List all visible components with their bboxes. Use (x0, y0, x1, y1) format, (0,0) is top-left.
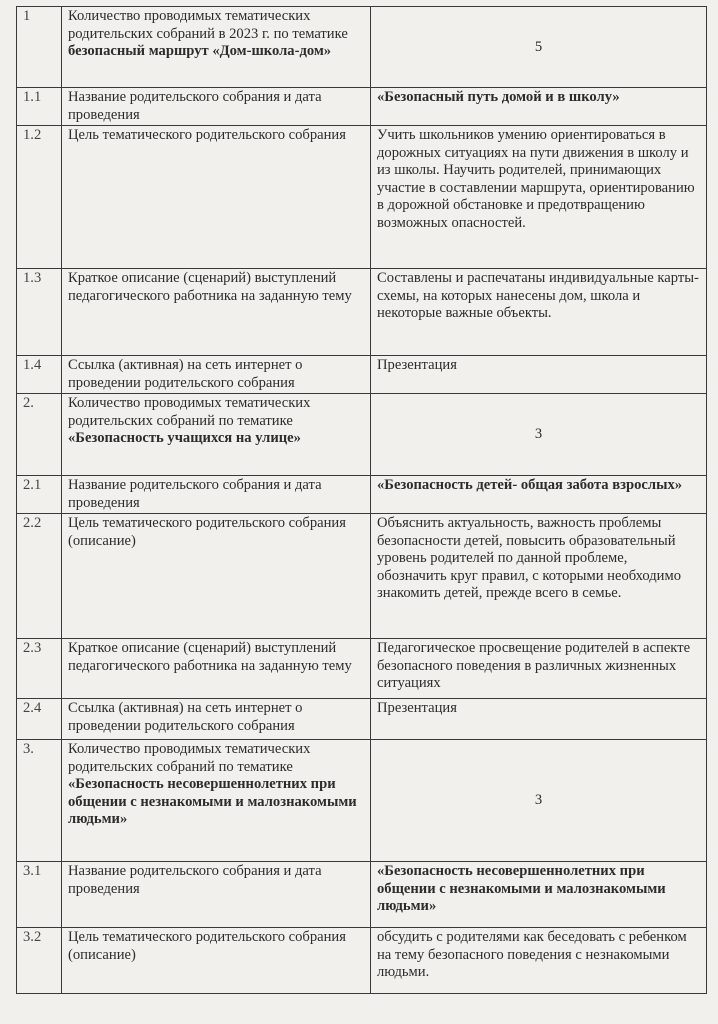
row-value: «Безопасный путь домой и в школу» (371, 88, 707, 126)
table-row (17, 356, 707, 394)
label-text: Ссылка (активная) на сеть интернет о проведении родительского собрания (68, 357, 303, 391)
label-topic: безопасный маршрут «Дом-школа-дом» (68, 43, 332, 59)
table-row (17, 126, 707, 269)
label-text: Ссылка (активная) на сеть интернет о проведении родительского собрания (68, 700, 303, 734)
label-text: Цель тематического родительского собрания (описание) (68, 929, 346, 963)
label-text: Краткое описание (сценарий) выступлений педагогического работника на заданную тему (68, 640, 352, 674)
row-label (62, 356, 371, 394)
row-label (62, 126, 371, 269)
table-row (17, 476, 707, 514)
row-value: «Безопасность несовершеннолетних при общении с незнакомыми и малознакомыми людьми» (371, 862, 707, 928)
row-value: Презентация (371, 356, 707, 394)
row-value: Презентация (371, 699, 707, 740)
label-text: Количество проводимых тематических родительских собраний по тематике (68, 395, 311, 429)
row-value: Педагогическое просвещение родителей в аспекте безопасного поведения в различных жизненных ситуациях (371, 639, 707, 699)
row-label (62, 639, 371, 699)
row-label (62, 88, 371, 126)
row-number: 2.2 (17, 514, 62, 639)
row-number: 1 (17, 7, 62, 88)
label-topic: «Безопасность несовершеннолетних при общении с незнакомыми и малознакомыми людьми» (68, 776, 357, 827)
row-value: обсудить с родителями как беседовать с ребенком на тему безопасного поведения с незнакомыми людьми. (371, 928, 707, 994)
row-label (62, 394, 371, 476)
row-label (62, 862, 371, 928)
row-number: 2. (17, 394, 62, 476)
row-value: Объяснить актуальность, важность проблемы безопасности детей, повысить образовательный уровень родителей по данной проблеме, обозначить круг правил, с которыми необходимо знакомить детей, прежде всего в семье. (371, 514, 707, 639)
row-label (62, 740, 371, 862)
row-number: 2.3 (17, 639, 62, 699)
row-label (62, 699, 371, 740)
label-text: Количество проводимых тематических родительских собраний в 2023 г. по тематике (68, 8, 348, 42)
row-number: 1.2 (17, 126, 62, 269)
meetings-table (16, 6, 707, 994)
table-row (17, 862, 707, 928)
row-value: 3 (371, 740, 707, 862)
row-number: 1.4 (17, 356, 62, 394)
label-text: Цель тематического родительского собрания (описание) (68, 515, 346, 549)
row-number: 3. (17, 740, 62, 862)
label-text: Название родительского собрания и дата проведения (68, 89, 322, 123)
row-label (62, 928, 371, 994)
row-number: 3.1 (17, 862, 62, 928)
row-value: 3 (371, 394, 707, 476)
row-value: «Безопасность детей- общая забота взрослых» (371, 476, 707, 514)
label-text: Цель тематического родительского собрания (68, 127, 346, 143)
row-number: 1.1 (17, 88, 62, 126)
table-row (17, 740, 707, 862)
row-value: Учить школьников умению ориентироваться в дорожных ситуациях на пути движения в школу и из школы. Научить родителей, принимающих участие в составлении маршрута, ориентированию в дорожной обстановке и предотвращению возможных опасностей. (371, 126, 707, 269)
table-row (17, 88, 707, 126)
table-body (17, 7, 707, 994)
row-label (62, 269, 371, 356)
table-row (17, 514, 707, 639)
label-text: Количество проводимых тематических родительских собраний по тематике (68, 741, 311, 775)
row-label (62, 514, 371, 639)
label-topic: «Безопасность учащихся на улице» (68, 430, 301, 446)
row-number: 1.3 (17, 269, 62, 356)
table-row (17, 269, 707, 356)
label-text: Название родительского собрания и дата проведения (68, 477, 322, 511)
row-value: Составлены и распечатаны индивидуальные карты- схемы, на которых нанесены дом, школа и некоторые важные объекты. (371, 269, 707, 356)
row-label (62, 7, 371, 88)
table-row (17, 394, 707, 476)
row-number: 3.2 (17, 928, 62, 994)
row-value: 5 (371, 7, 707, 88)
table-row (17, 639, 707, 699)
row-number: 2.1 (17, 476, 62, 514)
row-label (62, 476, 371, 514)
table-row (17, 7, 707, 88)
table-row (17, 699, 707, 740)
row-number: 2.4 (17, 699, 62, 740)
label-text: Краткое описание (сценарий) выступлений педагогического работника на заданную тему (68, 270, 352, 304)
table-row (17, 928, 707, 994)
label-text: Название родительского собрания и дата проведения (68, 863, 322, 897)
